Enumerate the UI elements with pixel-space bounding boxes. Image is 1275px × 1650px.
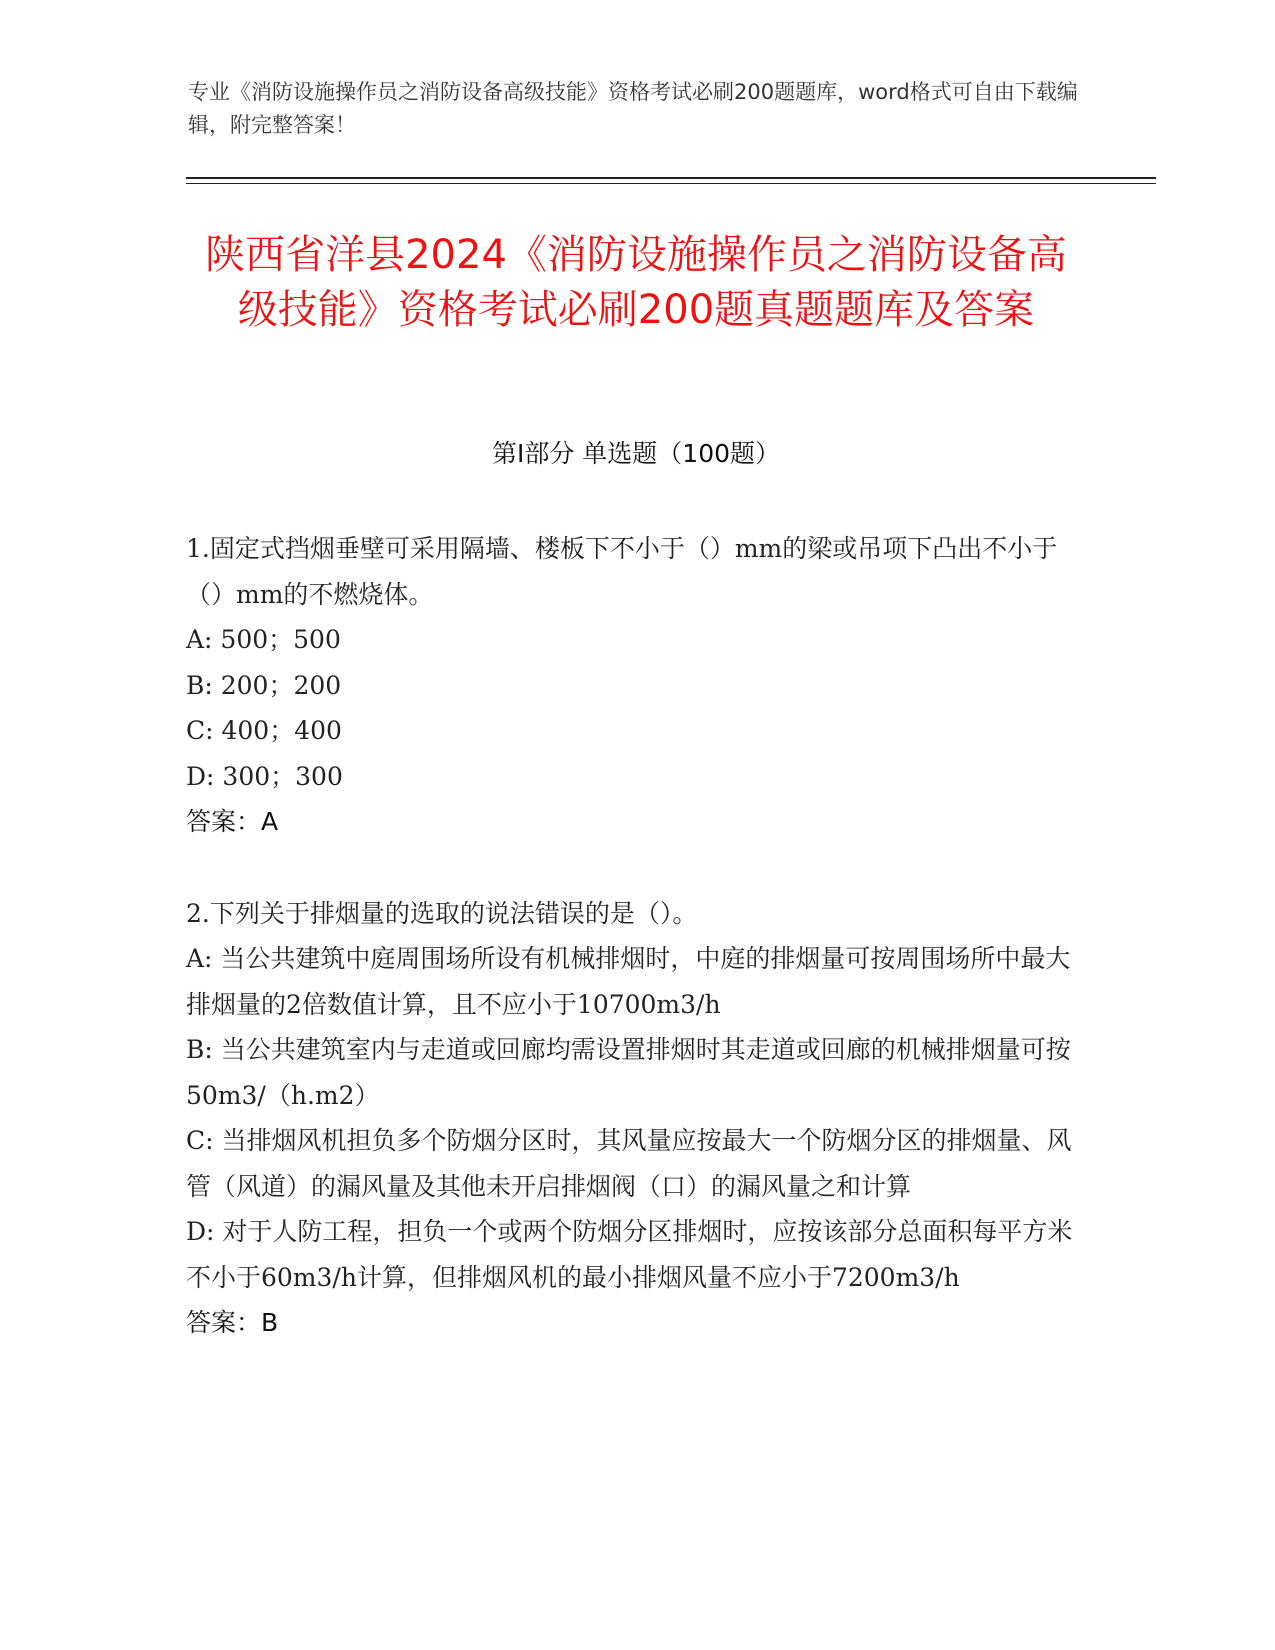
header-divider-thin: [186, 183, 1156, 184]
option-d: D: 对于人防工程，担负一个或两个防烟分区排烟时，应按该部分总面积每平方米不小于60m3/h计算，但排烟风机的最小排烟风量不应小于7200m3/h: [186, 1217, 1073, 1292]
question-2: [186, 891, 1076, 1346]
option-c: C: 当排烟风机担负多个防烟分区时，其风量应按最大一个防烟分区的排烟量、风管（风道）的漏风量及其他未开启排烟阀（口）的漏风量之和计算: [186, 1126, 1072, 1201]
option-a: A: 当公共建筑中庭周围场所设有机械排烟时，中庭的排烟量可按周围场所中最大排烟量的2倍数值计算，且不应小于10700m3/h: [186, 944, 1071, 1019]
option-b: B: 当公共建筑室内与走道或回廊均需设置排烟时其走道或回廊的机械排烟量可按50m3/（h.m2）: [186, 1035, 1071, 1110]
header-divider-thick: [186, 177, 1156, 179]
document-title: 陕西省洋县2024《消防设施操作员之消防设备高级技能》资格考试必刷200题真题题库及答案: [205, 232, 1067, 333]
answer: 答案：B: [186, 1308, 279, 1337]
option-b: B: 200；200: [186, 670, 342, 700]
section-title: 第I部分 单选题（100题）: [491, 439, 781, 468]
answer: 答案：A: [186, 807, 279, 836]
header-note: 专业《消防设施操作员之消防设备高级技能》资格考试必刷200题题库，word格式可自由下载编辑，附完整答案！: [188, 80, 1078, 137]
option-d: D: 300；300: [186, 761, 343, 791]
option-a: A: 500；500: [186, 625, 341, 654]
question-1: [186, 526, 1076, 845]
question-list: [186, 526, 1076, 1392]
question-stem: 1.固定式挡烟垂壁可采用隔墙、楼板下不小于（）mm的梁或吊项下凸出不小于（）mm的不燃烧体。: [186, 534, 1058, 609]
option-c: C: 400；400: [186, 716, 342, 745]
question-stem: 2.下列关于排烟量的选取的说法错误的是（）。: [186, 898, 698, 928]
